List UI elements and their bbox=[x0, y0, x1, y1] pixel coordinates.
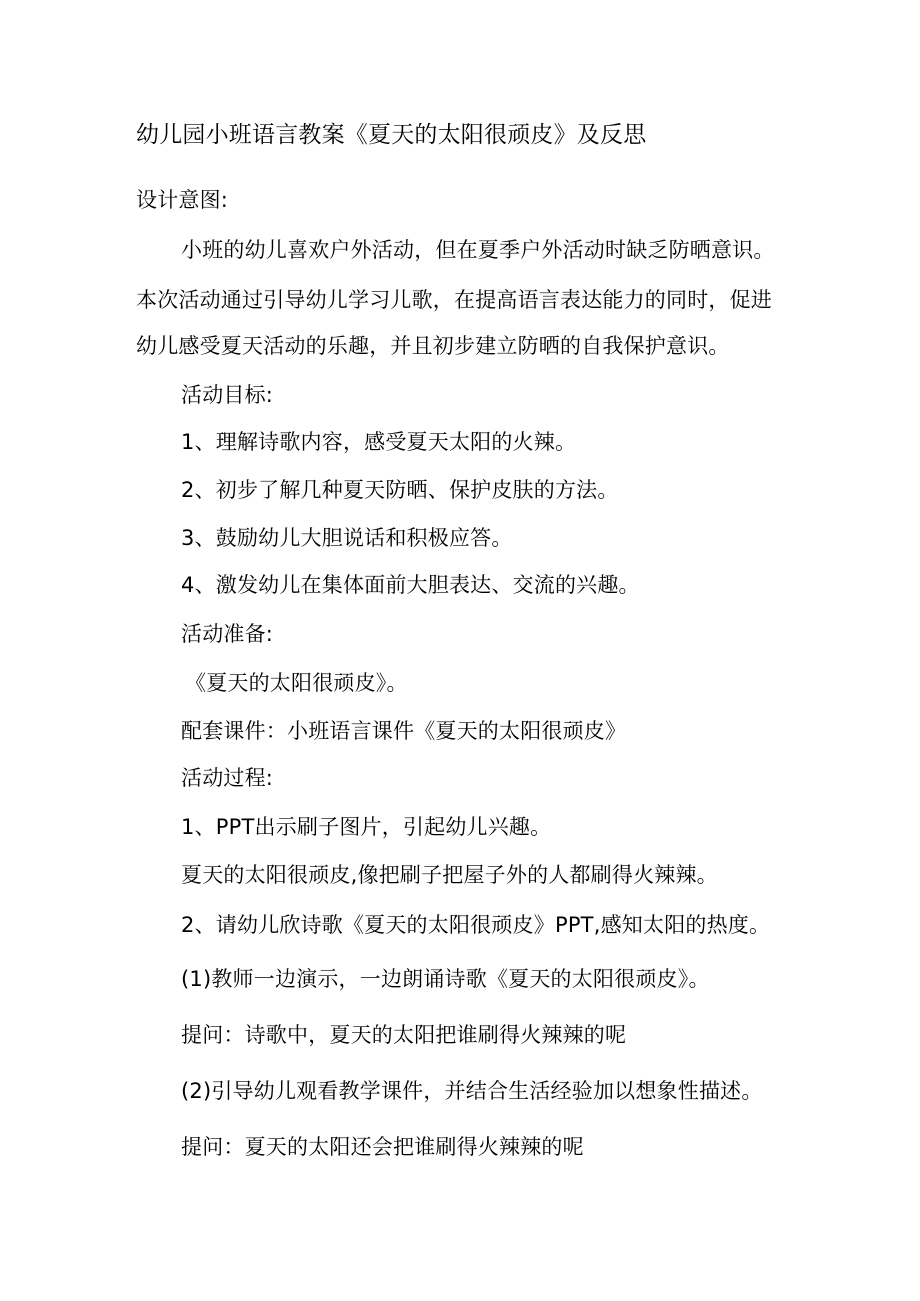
design-intent-heading: 设计意图: bbox=[136, 188, 229, 212]
process-line: 2、请幼儿欣诗歌《夏天的太阳很顽皮》PPT,感知太阳的热度。 bbox=[181, 913, 771, 937]
process-line: 夏天的太阳很顽皮,像把刷子把屋子外的人都刷得火辣辣。 bbox=[181, 863, 718, 887]
process-line: 1、PPT出示刷子图片，引起幼儿兴趣。 bbox=[181, 815, 552, 839]
goal-item: 4、激发幼儿在集体面前大胆表达、交流的兴趣。 bbox=[181, 573, 640, 597]
process-line: (2)引导幼儿观看教学课件，并结合生活经验加以想象性描述。 bbox=[181, 1079, 763, 1103]
process-heading: 活动过程: bbox=[181, 766, 274, 790]
process-line: 提问：夏天的太阳还会把谁刷得火辣辣的呢 bbox=[181, 1135, 584, 1159]
paragraph-line: 本次活动通过引导幼儿学习儿歌，在提高语言表达能力的同时，促进 bbox=[136, 288, 772, 312]
goal-item: 2、初步了解几种夏天防晒、保护皮肤的方法。 bbox=[181, 478, 619, 502]
process-line: 提问：诗歌中，夏天的太阳把谁刷得火辣辣的呢 bbox=[181, 1023, 627, 1047]
goal-item: 3、鼓励幼儿大胆说话和积极应答。 bbox=[181, 526, 513, 550]
process-line: (1)教师一边演示，一边朗诵诗歌《夏天的太阳很顽皮》。 bbox=[181, 967, 710, 991]
goal-item: 1、理解诗歌内容，感受夏天太阳的火辣。 bbox=[181, 430, 577, 454]
paragraph-line: 小班的幼儿喜欢户外活动，但在夏季户外活动时缺乏防晒意识。 bbox=[181, 238, 775, 262]
document-title: 幼儿园小班语言教案《夏天的太阳很顽皮》及反思 bbox=[136, 122, 647, 148]
goals-heading: 活动目标: bbox=[181, 383, 274, 407]
preparation-item: 配套课件：小班语言课件《夏天的太阳很顽皮》 bbox=[181, 719, 627, 743]
preparation-heading: 活动准备: bbox=[181, 622, 274, 646]
preparation-item: 《夏天的太阳很顽皮》。 bbox=[185, 671, 408, 695]
paragraph-line: 幼儿感受夏天活动的乐趣，并且初步建立防晒的自我保护意识。 bbox=[136, 334, 730, 358]
